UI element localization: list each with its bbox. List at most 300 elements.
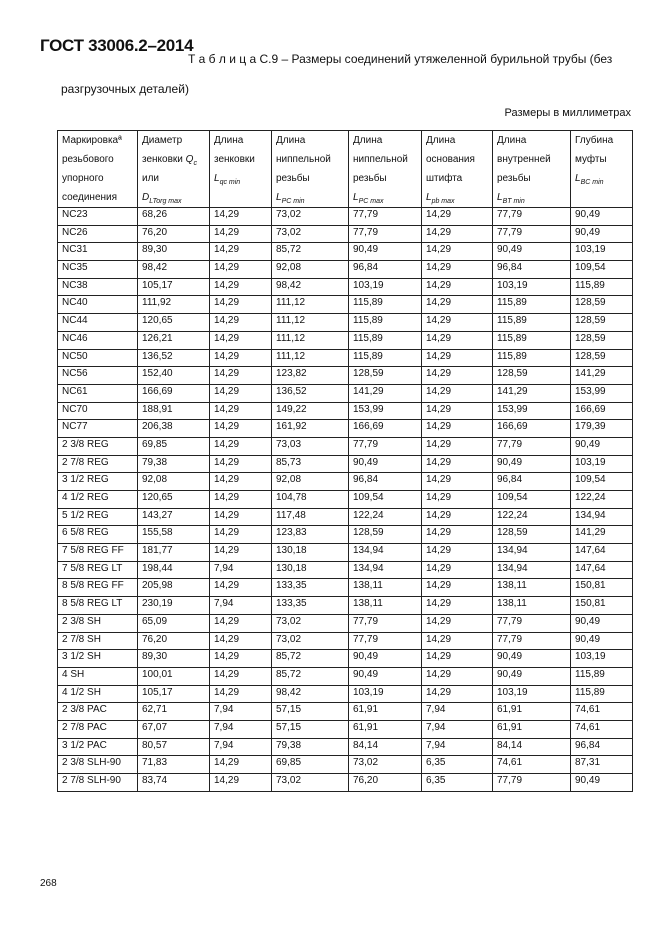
value-cell: 7,94 bbox=[210, 738, 272, 756]
value-cell: 103,19 bbox=[571, 650, 633, 668]
value-cell: 109,54 bbox=[493, 491, 571, 509]
value-cell: 138,11 bbox=[349, 579, 422, 597]
value-cell: 71,83 bbox=[138, 756, 210, 774]
value-cell: 14,29 bbox=[422, 561, 493, 579]
value-cell: 7,94 bbox=[422, 738, 493, 756]
marking-cell: NC61 bbox=[58, 384, 138, 402]
page-number: 268 bbox=[40, 878, 57, 889]
value-cell: 92,08 bbox=[138, 473, 210, 491]
value-cell: 73,02 bbox=[349, 756, 422, 774]
marking-cell: NC23 bbox=[58, 208, 138, 226]
value-cell: 14,29 bbox=[422, 261, 493, 279]
marking-cell: 3 1/2 PAC bbox=[58, 738, 138, 756]
value-cell: 128,59 bbox=[571, 331, 633, 349]
value-cell: 77,79 bbox=[493, 208, 571, 226]
value-cell: 89,30 bbox=[138, 243, 210, 261]
table-row bbox=[58, 437, 633, 455]
value-cell: 74,61 bbox=[493, 756, 571, 774]
value-cell: 230,19 bbox=[138, 597, 210, 615]
value-cell: 115,89 bbox=[349, 296, 422, 314]
value-cell: 76,20 bbox=[349, 774, 422, 792]
value-cell: 128,59 bbox=[349, 526, 422, 544]
value-cell: 14,29 bbox=[210, 420, 272, 438]
value-cell: 14,29 bbox=[210, 437, 272, 455]
value-cell: 85,72 bbox=[272, 650, 349, 668]
value-cell: 103,19 bbox=[571, 243, 633, 261]
value-cell: 14,29 bbox=[422, 685, 493, 703]
value-cell: 115,89 bbox=[493, 296, 571, 314]
value-cell: 73,02 bbox=[272, 632, 349, 650]
table-row bbox=[58, 667, 633, 685]
value-cell: 14,29 bbox=[422, 650, 493, 668]
value-cell: 90,49 bbox=[571, 225, 633, 243]
marking-cell: NC56 bbox=[58, 367, 138, 385]
value-cell: 115,89 bbox=[571, 278, 633, 296]
value-cell: 149,22 bbox=[272, 402, 349, 420]
value-cell: 90,49 bbox=[571, 774, 633, 792]
value-cell: 138,11 bbox=[349, 597, 422, 615]
value-cell: 153,99 bbox=[349, 402, 422, 420]
value-cell: 14,29 bbox=[210, 402, 272, 420]
value-cell: 14,29 bbox=[422, 632, 493, 650]
value-cell: 166,69 bbox=[571, 402, 633, 420]
value-cell: 14,29 bbox=[422, 208, 493, 226]
value-cell: 14,29 bbox=[422, 420, 493, 438]
value-cell: 90,49 bbox=[349, 667, 422, 685]
value-cell: 73,02 bbox=[272, 614, 349, 632]
value-cell: 14,29 bbox=[210, 508, 272, 526]
value-cell: 14,29 bbox=[210, 491, 272, 509]
value-cell: 14,29 bbox=[422, 384, 493, 402]
marking-cell: NC26 bbox=[58, 225, 138, 243]
value-cell: 77,79 bbox=[493, 632, 571, 650]
table-row bbox=[58, 384, 633, 402]
value-cell: 96,84 bbox=[349, 473, 422, 491]
value-cell: 69,85 bbox=[272, 756, 349, 774]
value-cell: 85,72 bbox=[272, 667, 349, 685]
header-cell-box-thread-length: Длина внутренней резьбы $L_{BT min}$ bbox=[493, 131, 571, 208]
value-cell: 14,29 bbox=[210, 331, 272, 349]
value-cell: 76,20 bbox=[138, 225, 210, 243]
header-cell-pin-base-length: Длина основания штифта $L_{pb max}$ bbox=[422, 131, 493, 208]
table-row bbox=[58, 508, 633, 526]
value-cell: 83,74 bbox=[138, 774, 210, 792]
value-cell: 76,20 bbox=[138, 632, 210, 650]
value-cell: 14,29 bbox=[210, 667, 272, 685]
value-cell: 126,21 bbox=[138, 331, 210, 349]
value-cell: 14,29 bbox=[210, 579, 272, 597]
value-cell: 67,07 bbox=[138, 720, 210, 738]
table-body bbox=[58, 208, 633, 792]
header-cell-marking: Маркировкаª резьбового упорного соединения bbox=[58, 131, 138, 208]
units-note: Размеры в миллиметрах bbox=[504, 107, 631, 119]
table-header-row bbox=[58, 131, 633, 208]
value-cell: 61,91 bbox=[349, 703, 422, 721]
value-cell: 109,54 bbox=[571, 473, 633, 491]
marking-cell: 6 5/8 REG bbox=[58, 526, 138, 544]
value-cell: 6,35 bbox=[422, 756, 493, 774]
value-cell: 92,08 bbox=[272, 261, 349, 279]
value-cell: 128,59 bbox=[571, 349, 633, 367]
value-cell: 141,29 bbox=[571, 367, 633, 385]
value-cell: 14,29 bbox=[210, 367, 272, 385]
value-cell: 14,29 bbox=[210, 296, 272, 314]
value-cell: 96,84 bbox=[349, 261, 422, 279]
marking-cell: NC40 bbox=[58, 296, 138, 314]
value-cell: 115,89 bbox=[571, 685, 633, 703]
table-row bbox=[58, 491, 633, 509]
table-row bbox=[58, 420, 633, 438]
header-cell-counterbore-length: Длина зенковки $L_{qc min}$ bbox=[210, 131, 272, 208]
marking-cell: 7 5/8 REG FF bbox=[58, 544, 138, 562]
value-cell: 90,49 bbox=[493, 650, 571, 668]
value-cell: 14,29 bbox=[210, 208, 272, 226]
value-cell: 77,79 bbox=[349, 632, 422, 650]
value-cell: 115,89 bbox=[493, 331, 571, 349]
value-cell: 14,29 bbox=[422, 437, 493, 455]
value-cell: 74,61 bbox=[571, 720, 633, 738]
marking-cell: NC35 bbox=[58, 261, 138, 279]
value-cell: 90,49 bbox=[571, 208, 633, 226]
value-cell: 14,29 bbox=[422, 331, 493, 349]
value-cell: 77,79 bbox=[349, 208, 422, 226]
value-cell: 134,94 bbox=[349, 561, 422, 579]
value-cell: 73,02 bbox=[272, 774, 349, 792]
value-cell: 14,29 bbox=[422, 667, 493, 685]
value-cell: 103,19 bbox=[349, 685, 422, 703]
value-cell: 136,52 bbox=[138, 349, 210, 367]
value-cell: 111,12 bbox=[272, 331, 349, 349]
value-cell: 14,29 bbox=[422, 296, 493, 314]
value-cell: 123,82 bbox=[272, 367, 349, 385]
value-cell: 153,99 bbox=[493, 402, 571, 420]
marking-cell: 2 7/8 REG bbox=[58, 455, 138, 473]
table-row bbox=[58, 367, 633, 385]
value-cell: 115,89 bbox=[571, 667, 633, 685]
marking-cell: 3 1/2 SH bbox=[58, 650, 138, 668]
value-cell: 133,35 bbox=[272, 579, 349, 597]
value-cell: 90,49 bbox=[571, 632, 633, 650]
header-cell-box-depth: Глубина муфты $L_{BC min}$ bbox=[571, 131, 633, 208]
value-cell: 128,59 bbox=[349, 367, 422, 385]
value-cell: 120,65 bbox=[138, 491, 210, 509]
value-cell: 14,29 bbox=[422, 597, 493, 615]
marking-cell: 2 3/8 SH bbox=[58, 614, 138, 632]
value-cell: 115,89 bbox=[493, 349, 571, 367]
value-cell: 134,94 bbox=[571, 508, 633, 526]
value-cell: 14,29 bbox=[422, 243, 493, 261]
value-cell: 128,59 bbox=[493, 367, 571, 385]
table-row bbox=[58, 685, 633, 703]
value-cell: 14,29 bbox=[422, 526, 493, 544]
value-cell: 14,29 bbox=[210, 544, 272, 562]
value-cell: 14,29 bbox=[422, 473, 493, 491]
value-cell: 111,12 bbox=[272, 296, 349, 314]
value-cell: 141,29 bbox=[493, 384, 571, 402]
value-cell: 77,79 bbox=[349, 437, 422, 455]
table-row bbox=[58, 544, 633, 562]
value-cell: 115,89 bbox=[349, 314, 422, 332]
value-cell: 61,91 bbox=[493, 720, 571, 738]
value-cell: 111,12 bbox=[272, 349, 349, 367]
value-cell: 150,81 bbox=[571, 597, 633, 615]
table-row bbox=[58, 526, 633, 544]
value-cell: 69,85 bbox=[138, 437, 210, 455]
value-cell: 14,29 bbox=[422, 455, 493, 473]
value-cell: 134,94 bbox=[349, 544, 422, 562]
value-cell: 7,94 bbox=[422, 703, 493, 721]
value-cell: 77,79 bbox=[493, 774, 571, 792]
marking-cell: NC44 bbox=[58, 314, 138, 332]
value-cell: 143,27 bbox=[138, 508, 210, 526]
value-cell: 80,57 bbox=[138, 738, 210, 756]
value-cell: 14,29 bbox=[422, 402, 493, 420]
value-cell: 109,54 bbox=[349, 491, 422, 509]
value-cell: 90,49 bbox=[571, 437, 633, 455]
value-cell: 62,71 bbox=[138, 703, 210, 721]
table-row bbox=[58, 208, 633, 226]
marking-cell: NC46 bbox=[58, 331, 138, 349]
value-cell: 14,29 bbox=[210, 685, 272, 703]
value-cell: 115,89 bbox=[349, 349, 422, 367]
value-cell: 7,94 bbox=[422, 720, 493, 738]
value-cell: 111,12 bbox=[272, 314, 349, 332]
value-cell: 79,38 bbox=[138, 455, 210, 473]
value-cell: 14,29 bbox=[422, 508, 493, 526]
value-cell: 14,29 bbox=[210, 473, 272, 491]
table-row bbox=[58, 278, 633, 296]
table-row bbox=[58, 243, 633, 261]
value-cell: 90,49 bbox=[349, 243, 422, 261]
table-row bbox=[58, 331, 633, 349]
table-row bbox=[58, 579, 633, 597]
value-cell: 155,58 bbox=[138, 526, 210, 544]
value-cell: 14,29 bbox=[422, 367, 493, 385]
value-cell: 98,42 bbox=[272, 278, 349, 296]
value-cell: 133,35 bbox=[272, 597, 349, 615]
value-cell: 57,15 bbox=[272, 720, 349, 738]
value-cell: 14,29 bbox=[210, 349, 272, 367]
marking-cell: NC50 bbox=[58, 349, 138, 367]
value-cell: 104,78 bbox=[272, 491, 349, 509]
table-row bbox=[58, 225, 633, 243]
value-cell: 14,29 bbox=[210, 243, 272, 261]
value-cell: 141,29 bbox=[349, 384, 422, 402]
value-cell: 77,79 bbox=[349, 614, 422, 632]
table-row bbox=[58, 614, 633, 632]
value-cell: 153,99 bbox=[571, 384, 633, 402]
value-cell: 96,84 bbox=[493, 473, 571, 491]
value-cell: 98,42 bbox=[272, 685, 349, 703]
value-cell: 105,17 bbox=[138, 278, 210, 296]
value-cell: 122,24 bbox=[493, 508, 571, 526]
value-cell: 147,64 bbox=[571, 561, 633, 579]
value-cell: 152,40 bbox=[138, 367, 210, 385]
table-row bbox=[58, 349, 633, 367]
value-cell: 14,29 bbox=[210, 261, 272, 279]
value-cell: 147,64 bbox=[571, 544, 633, 562]
value-cell: 134,94 bbox=[493, 561, 571, 579]
marking-cell: NC70 bbox=[58, 402, 138, 420]
value-cell: 128,59 bbox=[571, 296, 633, 314]
table-title: Т а б л и ц а С.9 – Размеры соединений утяжеленной бурильной трубы (без bbox=[188, 52, 613, 66]
value-cell: 98,42 bbox=[138, 261, 210, 279]
marking-cell: 2 3/8 PAC bbox=[58, 703, 138, 721]
marking-cell: 4 1/2 SH bbox=[58, 685, 138, 703]
value-cell: 14,29 bbox=[422, 614, 493, 632]
value-cell: 68,26 bbox=[138, 208, 210, 226]
value-cell: 150,81 bbox=[571, 579, 633, 597]
standard-number: ГОСТ 33006.2–2014 bbox=[40, 36, 194, 55]
value-cell: 166,69 bbox=[493, 420, 571, 438]
value-cell: 14,29 bbox=[210, 526, 272, 544]
marking-cell: NC77 bbox=[58, 420, 138, 438]
value-cell: 14,29 bbox=[422, 544, 493, 562]
value-cell: 206,38 bbox=[138, 420, 210, 438]
value-cell: 128,59 bbox=[571, 314, 633, 332]
marking-cell: 2 7/8 SLH-90 bbox=[58, 774, 138, 792]
marking-cell: 2 7/8 SH bbox=[58, 632, 138, 650]
value-cell: 79,38 bbox=[272, 738, 349, 756]
marking-cell: 4 1/2 REG bbox=[58, 491, 138, 509]
value-cell: 166,69 bbox=[349, 420, 422, 438]
header-cell-counterbore-diameter: Диаметр зенковки $Q_c$ или $D_{LTorg max}$ bbox=[138, 131, 210, 208]
value-cell: 61,91 bbox=[493, 703, 571, 721]
marking-cell: 8 5/8 REG FF bbox=[58, 579, 138, 597]
table-title-continuation: разгрузочных деталей) bbox=[61, 82, 189, 96]
value-cell: 105,17 bbox=[138, 685, 210, 703]
value-cell: 73,02 bbox=[272, 208, 349, 226]
marking-cell: 2 3/8 REG bbox=[58, 437, 138, 455]
table-row bbox=[58, 632, 633, 650]
value-cell: 14,29 bbox=[210, 614, 272, 632]
value-cell: 141,29 bbox=[571, 526, 633, 544]
value-cell: 130,18 bbox=[272, 544, 349, 562]
value-cell: 90,49 bbox=[493, 667, 571, 685]
table-row bbox=[58, 738, 633, 756]
value-cell: 73,02 bbox=[272, 225, 349, 243]
value-cell: 14,29 bbox=[210, 384, 272, 402]
value-cell: 65,09 bbox=[138, 614, 210, 632]
value-cell: 96,84 bbox=[571, 738, 633, 756]
table-row bbox=[58, 703, 633, 721]
table-row bbox=[58, 402, 633, 420]
value-cell: 14,29 bbox=[422, 349, 493, 367]
value-cell: 205,98 bbox=[138, 579, 210, 597]
value-cell: 74,61 bbox=[571, 703, 633, 721]
value-cell: 6,35 bbox=[422, 774, 493, 792]
marking-cell: 5 1/2 REG bbox=[58, 508, 138, 526]
value-cell: 122,24 bbox=[571, 491, 633, 509]
value-cell: 90,49 bbox=[349, 455, 422, 473]
value-cell: 14,29 bbox=[422, 579, 493, 597]
value-cell: 89,30 bbox=[138, 650, 210, 668]
value-cell: 14,29 bbox=[210, 278, 272, 296]
value-cell: 103,19 bbox=[571, 455, 633, 473]
value-cell: 96,84 bbox=[493, 261, 571, 279]
value-cell: 14,29 bbox=[422, 314, 493, 332]
value-cell: 109,54 bbox=[571, 261, 633, 279]
value-cell: 179,39 bbox=[571, 420, 633, 438]
value-cell: 128,59 bbox=[493, 526, 571, 544]
marking-cell: 2 7/8 PAC bbox=[58, 720, 138, 738]
value-cell: 61,91 bbox=[349, 720, 422, 738]
value-cell: 188,91 bbox=[138, 402, 210, 420]
value-cell: 14,29 bbox=[210, 756, 272, 774]
value-cell: 90,49 bbox=[349, 650, 422, 668]
marking-cell: 7 5/8 REG LT bbox=[58, 561, 138, 579]
value-cell: 7,94 bbox=[210, 703, 272, 721]
value-cell: 77,79 bbox=[349, 225, 422, 243]
table-row bbox=[58, 455, 633, 473]
value-cell: 123,83 bbox=[272, 526, 349, 544]
value-cell: 115,89 bbox=[493, 314, 571, 332]
marking-cell: 4 SH bbox=[58, 667, 138, 685]
value-cell: 14,29 bbox=[210, 225, 272, 243]
table-row bbox=[58, 296, 633, 314]
table-row bbox=[58, 720, 633, 738]
value-cell: 181,77 bbox=[138, 544, 210, 562]
value-cell: 14,29 bbox=[210, 650, 272, 668]
value-cell: 14,29 bbox=[210, 455, 272, 473]
value-cell: 136,52 bbox=[272, 384, 349, 402]
value-cell: 73,03 bbox=[272, 437, 349, 455]
value-cell: 77,79 bbox=[493, 437, 571, 455]
value-cell: 90,49 bbox=[493, 455, 571, 473]
value-cell: 14,29 bbox=[210, 314, 272, 332]
marking-cell: NC38 bbox=[58, 278, 138, 296]
table-row bbox=[58, 756, 633, 774]
marking-cell: NC31 bbox=[58, 243, 138, 261]
table-row bbox=[58, 774, 633, 792]
value-cell: 14,29 bbox=[210, 632, 272, 650]
value-cell: 87,31 bbox=[571, 756, 633, 774]
value-cell: 111,92 bbox=[138, 296, 210, 314]
value-cell: 7,94 bbox=[210, 561, 272, 579]
dimensions-table bbox=[57, 130, 633, 792]
table-row bbox=[58, 314, 633, 332]
marking-cell: 3 1/2 REG bbox=[58, 473, 138, 491]
value-cell: 117,48 bbox=[272, 508, 349, 526]
value-cell: 84,14 bbox=[349, 738, 422, 756]
header-cell-pin-thread-length-min: Длина ниппельной резьбы $L_{PC min}$ bbox=[272, 131, 349, 208]
value-cell: 161,92 bbox=[272, 420, 349, 438]
value-cell: 130,18 bbox=[272, 561, 349, 579]
value-cell: 7,94 bbox=[210, 720, 272, 738]
value-cell: 115,89 bbox=[349, 331, 422, 349]
value-cell: 57,15 bbox=[272, 703, 349, 721]
marking-cell: 8 5/8 REG LT bbox=[58, 597, 138, 615]
value-cell: 85,73 bbox=[272, 455, 349, 473]
value-cell: 14,29 bbox=[422, 278, 493, 296]
value-cell: 90,49 bbox=[493, 243, 571, 261]
table-row bbox=[58, 561, 633, 579]
value-cell: 122,24 bbox=[349, 508, 422, 526]
header-cell-pin-thread-length-max: Длина ниппельной резьбы $L_{PC max}$ bbox=[349, 131, 422, 208]
value-cell: 14,29 bbox=[422, 225, 493, 243]
value-cell: 103,19 bbox=[493, 278, 571, 296]
value-cell: 77,79 bbox=[493, 225, 571, 243]
value-cell: 138,11 bbox=[493, 597, 571, 615]
value-cell: 134,94 bbox=[493, 544, 571, 562]
value-cell: 14,29 bbox=[210, 774, 272, 792]
value-cell: 198,44 bbox=[138, 561, 210, 579]
marking-cell: 2 3/8 SLH-90 bbox=[58, 756, 138, 774]
value-cell: 92,08 bbox=[272, 473, 349, 491]
table-row bbox=[58, 650, 633, 668]
value-cell: 138,11 bbox=[493, 579, 571, 597]
value-cell: 120,65 bbox=[138, 314, 210, 332]
